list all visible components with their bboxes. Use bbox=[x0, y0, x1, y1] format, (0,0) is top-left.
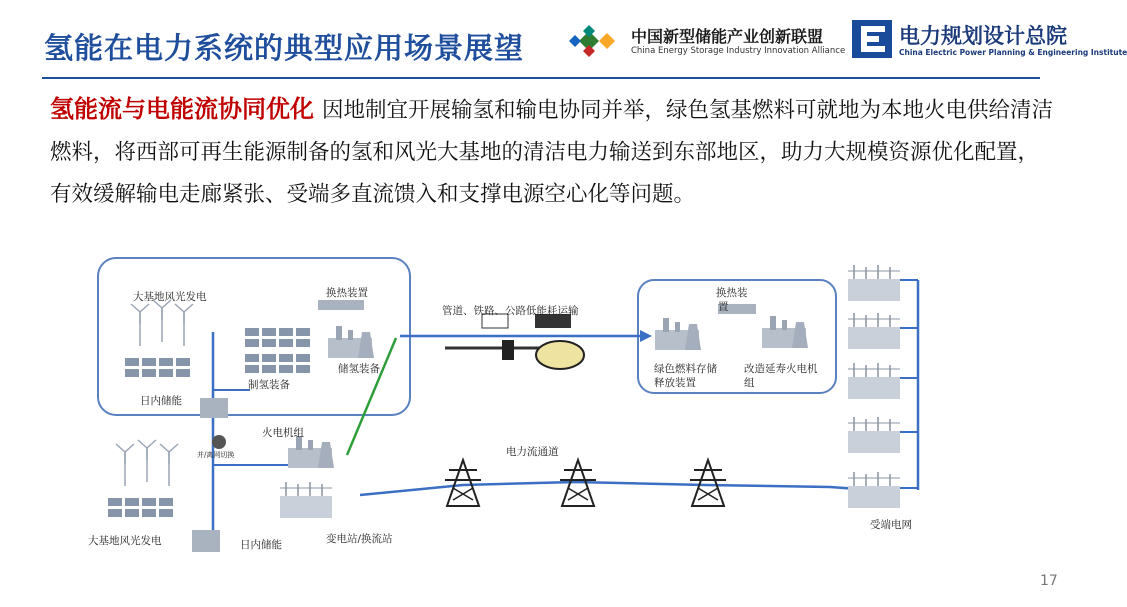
storage-bottom-icon bbox=[192, 530, 220, 552]
label-substation: 变电站/换流站 bbox=[326, 533, 393, 545]
alliance-logo bbox=[565, 20, 845, 62]
label-heat-exchange-right-1: 换热装 bbox=[716, 287, 748, 299]
label-hydrogen-equipment: 制氢装备 bbox=[248, 379, 290, 391]
storage-top-icon bbox=[200, 398, 228, 418]
label-wind-solar-top: 大基地风光发电 bbox=[133, 291, 207, 303]
label-green-fuel-2: 释放装置 bbox=[654, 377, 696, 389]
body-text: 因地制宜开展输氢和输电协同并举，绿色氢基燃料可就地为本地火电供给清洁燃料，将西部可再生能源制备的氢和风光大基地的清洁电力输送到东部地区，助力大规模资源优化配置，有效缓解输电走廊紧张、受端多直流馈入和支撑电源空心化等问题。 bbox=[50, 98, 1054, 207]
label-wind-solar-bottom: 大基地风光发电 bbox=[88, 535, 162, 547]
alliance-name-en: China Energy Storage Industry Innovation Alliance bbox=[631, 46, 846, 56]
power-corridor-line bbox=[360, 482, 872, 495]
label-daily-storage-top: 日内储能 bbox=[140, 395, 182, 407]
grid-switch-icon bbox=[212, 435, 226, 449]
institute-logo-icon bbox=[852, 20, 892, 58]
page-number: 17 bbox=[1040, 573, 1058, 589]
institute-name-en: China Electric Power Planning & Engineering Institute bbox=[899, 48, 1127, 57]
label-transport: 管道、铁路、公路低能耗运输 bbox=[442, 305, 579, 317]
label-receiving-grid: 受端电网 bbox=[870, 519, 912, 531]
label-heat-exchange-right-2: 置 bbox=[718, 301, 729, 313]
institute-name-cn: 电力规划设计总院 bbox=[899, 24, 1067, 48]
hydrogen-electricity-diagram bbox=[0, 240, 1080, 570]
label-power-corridor: 电力流通道 bbox=[506, 446, 559, 458]
label-grid-switch: 并/离网切换 bbox=[197, 451, 235, 459]
body-paragraph bbox=[50, 88, 1060, 216]
highlight-heading: 氢能流与电能流协同优化 bbox=[50, 95, 314, 123]
label-green-fuel-1: 绿色燃料存储 bbox=[654, 363, 717, 375]
heat-exchanger-left-icon bbox=[318, 300, 364, 310]
transport-arrow-head bbox=[640, 330, 652, 342]
label-thermal-unit: 火电机组 bbox=[262, 427, 304, 439]
label-daily-storage-bottom: 日内储能 bbox=[240, 539, 282, 551]
alliance-logo-icon bbox=[565, 20, 621, 62]
label-hydrogen-storage: 储氢装备 bbox=[338, 363, 380, 375]
page-title: 氢能在电力系统的典型应用场景展望 bbox=[44, 31, 525, 65]
alliance-name-cn: 中国新型储能产业创新联盟 bbox=[631, 27, 824, 46]
header-divider bbox=[42, 77, 1040, 79]
label-retrofit-2: 组 bbox=[744, 377, 755, 389]
label-retrofit-1: 改造延寿火电机 bbox=[744, 363, 818, 375]
tunnel-icon bbox=[536, 341, 584, 369]
label-heat-exchange-left: 换热装置 bbox=[326, 287, 368, 299]
institute-logo bbox=[852, 18, 1127, 64]
tank-icon bbox=[502, 340, 514, 360]
